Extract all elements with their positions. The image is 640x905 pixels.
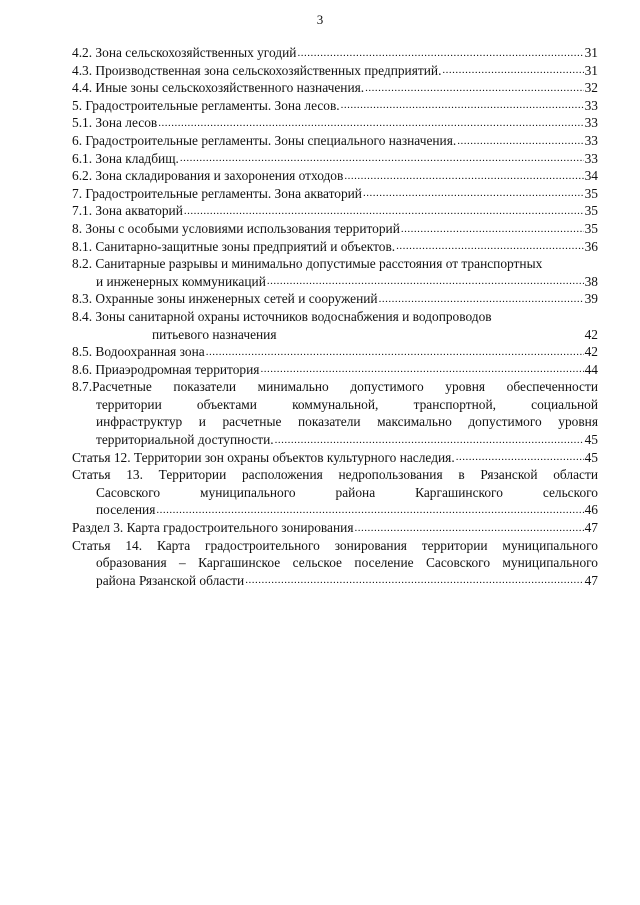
toc-entry-page: 45	[584, 449, 598, 465]
toc-entry-title: 8.1. Санитарно-защитные зоны предприятий и объектов.	[72, 238, 396, 254]
toc-entry-title: питьевого назначения	[152, 326, 277, 342]
toc-entry-title: 6.1. Зона кладбищ.	[72, 150, 179, 166]
page-number: 3	[316, 12, 324, 27]
toc-entry	[72, 466, 598, 519]
toc-entry-page: 47	[584, 572, 598, 588]
toc-entry	[72, 290, 598, 308]
dot-leader	[180, 150, 584, 167]
toc-entry-page: 33	[584, 97, 598, 113]
dot-leader	[156, 502, 583, 519]
toc-entry-title: Раздел 3. Карта градостроительного зонирования	[72, 520, 354, 536]
toc-entry-title: 6. Градостроительные регламенты. Зоны специального назначения.	[72, 132, 457, 148]
toc-entry-page: 45	[584, 432, 598, 448]
toc-entry	[72, 79, 598, 97]
toc-entry	[72, 44, 598, 62]
dot-leader	[456, 449, 584, 466]
toc-entry-title: Статья 14. Карта градостроительного зонирования территории муниципального	[72, 537, 598, 553]
dot-leader	[275, 432, 584, 449]
dot-leader	[184, 203, 584, 220]
toc-entry-page: 39	[584, 291, 598, 307]
toc-entry	[72, 255, 598, 290]
dot-leader	[260, 361, 583, 378]
toc-entry	[72, 238, 598, 256]
toc-entry-title: 7. Градостроительные регламенты. Зона акваторий	[72, 185, 362, 201]
dot-leader	[363, 185, 584, 202]
dot-leader	[442, 62, 583, 79]
toc-entry-page: 44	[584, 361, 598, 377]
toc-entry	[72, 62, 598, 80]
toc-entry-page: 32	[584, 80, 598, 96]
toc-entry	[72, 132, 598, 150]
toc-entry-title: 7.1. Зона акваторий	[72, 203, 183, 219]
dot-leader	[365, 80, 583, 97]
dot-leader	[158, 115, 583, 132]
toc-entry	[72, 519, 598, 537]
toc-entry-title: 8.7.Расчетные показатели минимально допустимого уровня обеспеченности	[72, 379, 598, 395]
toc-entry	[72, 449, 598, 467]
dot-leader	[297, 45, 583, 62]
dot-leader	[267, 273, 584, 290]
dot-leader	[457, 133, 583, 150]
dot-leader	[401, 221, 584, 238]
dot-leader	[245, 572, 583, 589]
toc-entry	[72, 308, 598, 343]
toc-entry-title: поселения	[96, 502, 156, 518]
toc-entry-title: 8. Зоны с особыми условиями использования территорий	[72, 220, 400, 236]
dot-leader	[396, 238, 583, 255]
toc-entry-page: 31	[584, 45, 598, 60]
table-of-contents	[72, 44, 598, 589]
toc-entry-title: инфраструктур и расчетные показатели максимально допустимого уровня	[96, 414, 598, 430]
toc-entry-title: 8.3. Охранные зоны инженерных сетей и сооружений	[72, 291, 378, 307]
toc-entry-page: 38	[584, 273, 598, 289]
toc-entry-page: 46	[584, 502, 598, 518]
toc-entry-page: 47	[584, 520, 598, 536]
toc-entry-title: Статья 13. Территории расположения недропользования в Рязанской области	[72, 467, 598, 483]
toc-entry-title: образования – Каргашинское сельское поселение Сасовского муниципального	[96, 555, 598, 571]
toc-entry	[72, 361, 598, 379]
toc-entry-page: 42	[584, 344, 598, 360]
dot-leader	[379, 291, 584, 308]
toc-entry	[72, 167, 598, 185]
toc-entry	[72, 343, 598, 361]
toc-entry	[72, 114, 598, 132]
toc-entry-page: 35	[584, 220, 598, 236]
toc-entry-page: 33	[584, 132, 598, 148]
toc-entry-page: 35	[584, 203, 598, 219]
toc-entry-title: 4.3. Производственная зона сельскохозяйственных предприятий.	[72, 62, 442, 78]
toc-entry-title: 8.6. Приаэродромная территория	[72, 361, 260, 377]
dot-leader	[344, 168, 583, 185]
toc-entry-title: 8.2. Санитарные разрывы и минимально допустимые расстояния от транспортных	[72, 256, 543, 272]
toc-entry-page: 33	[584, 150, 598, 166]
dot-leader	[341, 97, 584, 114]
toc-entry-title: 4.4. Иные зоны сельскохозяйственного назначения.	[72, 80, 365, 96]
toc-entry-title: Сасовского муниципального района Каргашинского сельского	[96, 484, 598, 500]
toc-entry	[72, 150, 598, 168]
toc-entry	[72, 378, 598, 448]
toc-entry-title: территории объектами коммунальной, транспортной, социальной	[96, 396, 598, 412]
toc-entry-title: 4.2. Зона сельскохозяйственных угодий	[72, 45, 297, 60]
toc-entry	[72, 537, 598, 590]
toc-entry-title: 5. Градостроительные регламенты. Зона лесов.	[72, 97, 340, 113]
toc-entry-page: 31	[584, 62, 598, 78]
toc-entry-page: 35	[584, 185, 598, 201]
toc-entry-page: 34	[584, 168, 598, 184]
toc-entry-page: 33	[584, 115, 598, 131]
toc-entry-title: и инженерных коммуникаций	[96, 273, 266, 289]
toc-entry	[72, 202, 598, 220]
toc-entry-title: 8.4. Зоны санитарной охраны источников водоснабжения и водопроводов	[72, 308, 492, 324]
toc-entry-title: 8.5. Водоохранная зона	[72, 344, 205, 360]
toc-entry	[72, 97, 598, 115]
toc-entry-page: 42	[584, 326, 598, 342]
toc-entry	[72, 220, 598, 238]
toc-entry-page: 36	[584, 238, 598, 254]
toc-entry-title: Статья 12. Территории зон охраны объектов культурного наследия.	[72, 449, 455, 465]
dot-leader	[354, 520, 583, 537]
toc-entry-title: района Рязанской области	[96, 572, 245, 588]
dot-leader	[206, 344, 584, 361]
toc-entry-title: территориальной доступности.	[96, 432, 274, 448]
toc-entry	[72, 185, 598, 203]
toc-entry-title: 5.1. Зона лесов	[72, 115, 158, 131]
toc-entry-title: 6.2. Зона складирования и захоронения отходов	[72, 168, 344, 184]
